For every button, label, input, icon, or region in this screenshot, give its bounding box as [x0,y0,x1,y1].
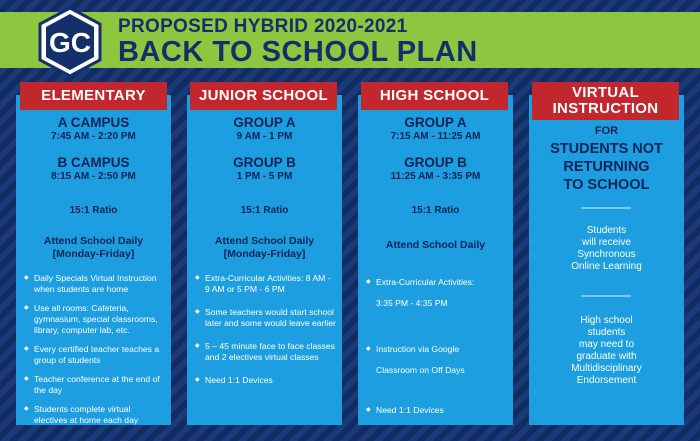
group-a-time: 7:15 AM - 11:25 AM [390,131,481,142]
attend-daily: Attend School Daily [214,235,315,247]
list-item: ◆ Need 1:1 Devices [195,375,337,386]
elementary-bullets [24,273,166,434]
group-a-title: GROUP A [404,115,467,130]
plan-title: BACK TO SCHOOL PLAN [118,36,478,68]
list-item: ◆ Every certified teacher teaches a group of students [24,344,166,366]
group-a-title: GROUP A [233,115,296,130]
group-b-title: GROUP B [233,155,296,170]
logo-text: GC [49,27,91,58]
ratio-text: 15:1 Ratio [69,205,118,216]
junior-column [187,95,342,425]
a-campus-time: 7:45 AM - 2:20 PM [51,131,136,142]
a-campus-title: A CAMPUS [57,115,130,130]
group-b-time: 1 PM - 5 PM [236,171,293,182]
group-b-time: 11:25 AM - 3:35 PM [390,171,481,182]
list-item: ◆ Some teachers would start school later and some would leave earlier [195,307,337,329]
list-item: ◆ Daily Specials Virtual Instruction when students are home [24,273,166,295]
school-logo [36,6,104,78]
group-a-time: 9 AM - 1 PM [236,131,293,142]
virtual-column [529,95,684,425]
students-line-2: RETURNING [563,159,650,175]
students-line-3: TO SCHOOL [563,177,650,193]
high-heading: HIGH SCHOOL [361,82,508,110]
list-item-detail: Classroom on Off Days [376,365,465,375]
elementary-column [16,95,171,425]
ratio-text: 15:1 Ratio [411,205,460,216]
students-line-1: STUDENTS NOT [550,141,663,157]
attend-daily: Attend School Daily [385,239,486,251]
p2-line: High school [580,315,633,326]
p2-line: Endorsement [576,375,637,386]
group-b-title: GROUP B [404,155,467,170]
list-item: ◆ Use all rooms: Cafeteria, gymnasium, special classrooms, library, computer lab, etc. [24,303,166,336]
p1-line: will receive [582,237,631,248]
ratio-text: 15:1 Ratio [240,205,289,216]
p2-line: may need to [578,339,635,350]
virtual-heading-line-1: VIRTUAL [571,84,640,101]
elementary-heading: ELEMENTARY [20,82,167,110]
divider [581,295,631,297]
divider [581,207,631,209]
b-campus-title: B CAMPUS [57,155,130,170]
virtual-heading [532,82,679,120]
p2-line: Multidisciplinary [571,363,642,374]
junior-bullets [195,273,337,394]
list-item: ◆ Instruction via Google [366,344,508,355]
list-item: ◆ Teacher conference at the end of the day [24,374,166,396]
p1-line: Synchronous [577,249,636,260]
attend-daily: Attend School Daily [43,235,144,247]
list-item: ◆ Extra-Curricular Activities: [366,277,508,288]
plan-subtitle: PROPOSED HYBRID 2020-2021 [118,16,408,37]
for-label: FOR [594,125,619,137]
list-item: ◆ Need 1:1 Devices [366,405,508,416]
b-campus-time: 8:15 AM - 2:50 PM [51,171,136,182]
virtual-heading-line-2: INSTRUCTION [552,100,659,117]
high-column [358,95,513,425]
junior-heading: JUNIOR SCHOOL [190,82,337,110]
p1-line: Students [586,225,627,236]
attend-days: [Monday-Friday] [52,248,135,260]
list-item: ◆ Extra-Curricular Activities: 8 AM - 9 AM or 5 PM - 6 PM [195,273,337,295]
attend-days: [Monday-Friday] [223,248,306,260]
list-item: ◆ 5 – 45 minute face to face classes and 2 electives virtual classes [195,341,337,363]
p2-line: students [587,327,626,338]
high-bullets [366,277,508,424]
list-item: ◆ Students complete virtual electives at home each day [24,404,166,426]
list-item-detail: 3:35 PM - 4:35 PM [376,298,448,308]
p2-line: graduate with [576,351,637,362]
p1-line: Online Learning [571,261,642,272]
